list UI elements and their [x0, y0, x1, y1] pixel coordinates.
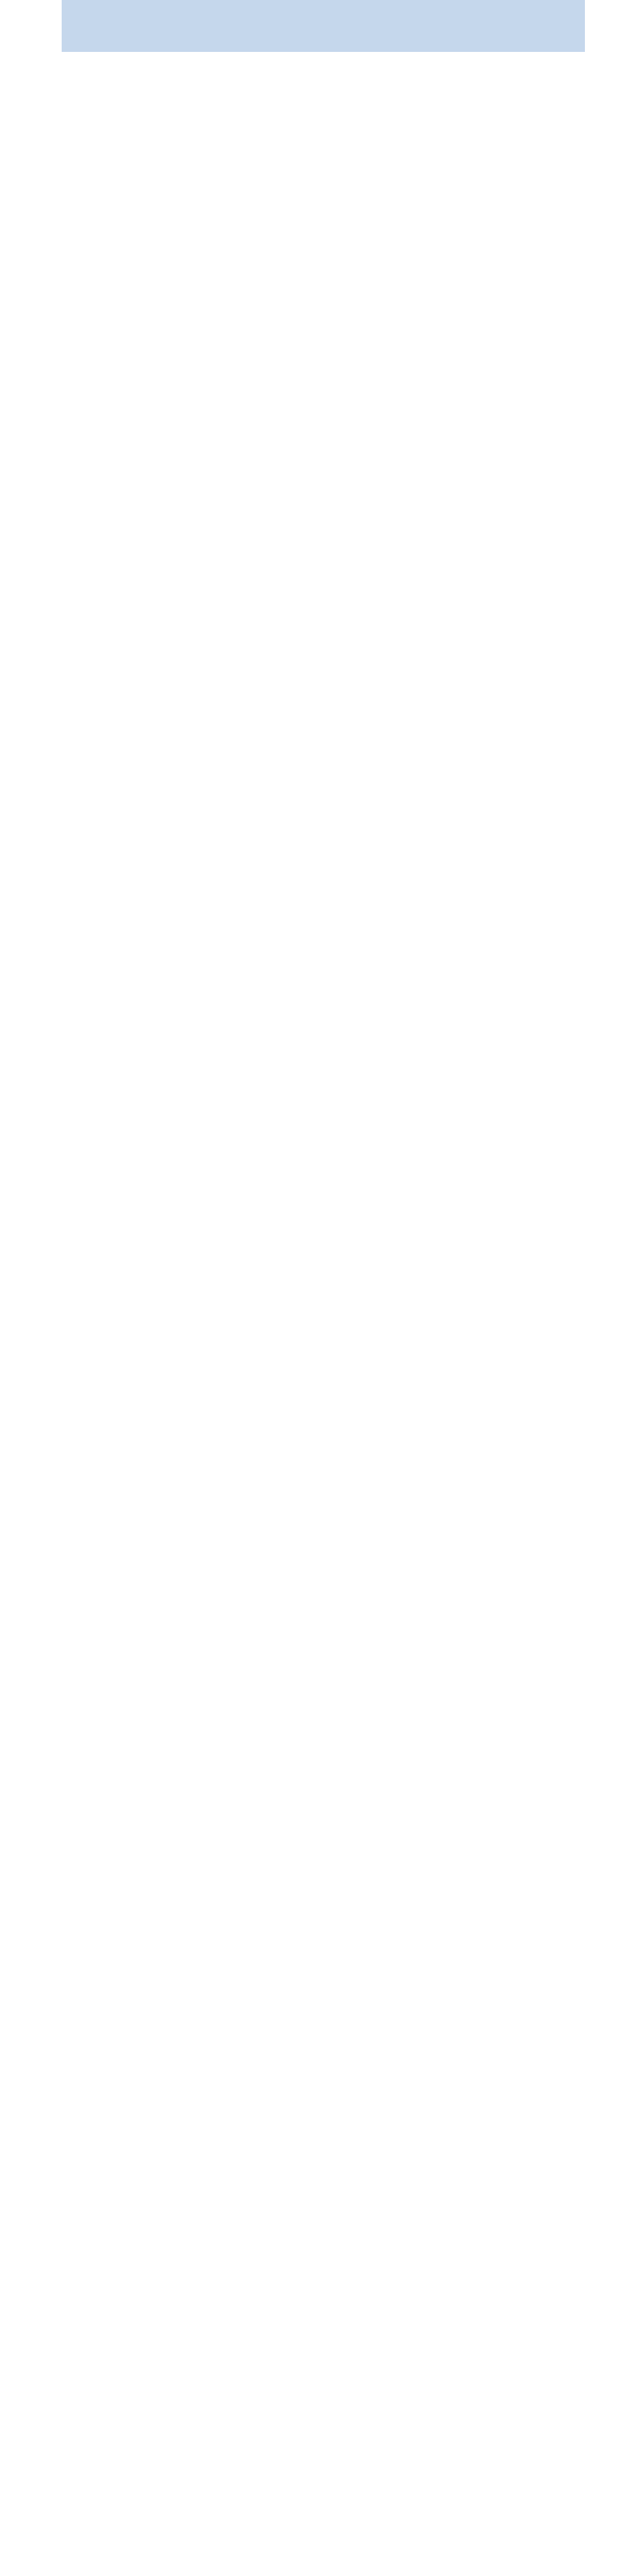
section-8-header	[62, 0, 585, 52]
